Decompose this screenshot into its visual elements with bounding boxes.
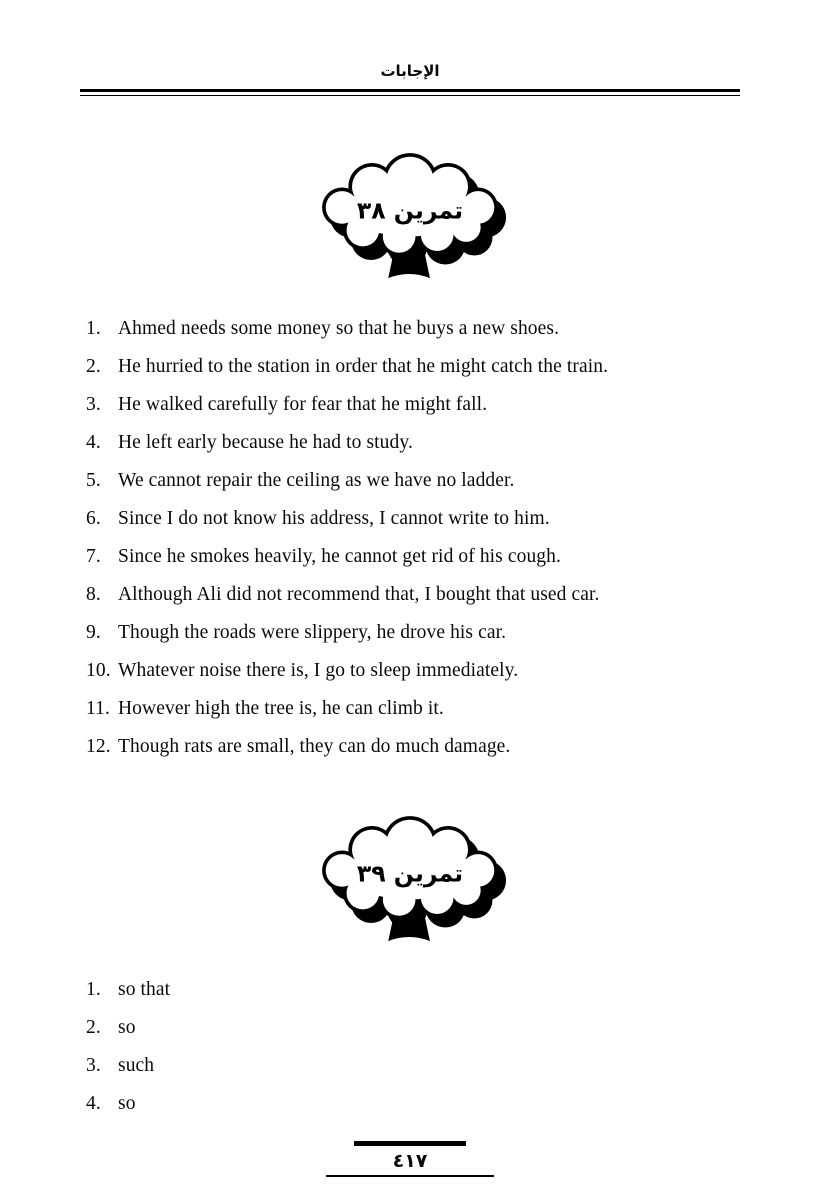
answer-row bbox=[86, 469, 760, 493]
header-double-rule bbox=[80, 89, 740, 96]
answer-text: However high the tree is, he can climb it. bbox=[118, 698, 444, 719]
answer-number: 11. bbox=[86, 698, 110, 719]
page-footer bbox=[326, 1141, 494, 1177]
answer-number: 1. bbox=[86, 979, 101, 1000]
answer-number: 2. bbox=[86, 356, 101, 377]
answer-row bbox=[86, 431, 760, 455]
answer-row bbox=[86, 317, 760, 341]
answer-number: 4. bbox=[86, 432, 101, 453]
answer-text: Since I do not know his address, I cannot write to him. bbox=[118, 508, 550, 529]
answer-number: 3. bbox=[86, 1055, 101, 1076]
answer-row bbox=[86, 697, 760, 721]
exercise-39-answer-list bbox=[86, 978, 760, 1116]
answer-text: Since he smokes heavily, he cannot get rid of his cough. bbox=[118, 546, 561, 567]
answer-number: 4. bbox=[86, 1093, 101, 1114]
cloud-badge-icon bbox=[301, 144, 519, 289]
exercise-38-badge bbox=[0, 144, 820, 289]
answer-text: He hurried to the station in order that he might catch the train. bbox=[118, 356, 609, 377]
exercise-38-answer-list bbox=[86, 317, 760, 759]
answer-text: He left early because he had to study. bbox=[118, 432, 413, 453]
answer-row bbox=[86, 659, 760, 683]
answer-text: Ahmed needs some money so that he buys a new shoes. bbox=[118, 318, 560, 339]
answer-text: so that bbox=[118, 979, 171, 1000]
answer-row bbox=[86, 507, 760, 531]
answer-text: He walked carefully for fear that he might fall. bbox=[118, 394, 488, 415]
answer-text: so bbox=[118, 1017, 136, 1038]
answer-number: 2. bbox=[86, 1017, 101, 1038]
exercise-39-badge-label: تمرين ٣٩ bbox=[356, 859, 464, 888]
page-number: ٤١٧ bbox=[392, 1150, 428, 1172]
footer-top-bar bbox=[354, 1141, 466, 1146]
answer-number: 7. bbox=[86, 546, 101, 567]
exercise-39-badge bbox=[0, 807, 820, 952]
answer-row bbox=[86, 1016, 760, 1040]
answer-text: Although Ali did not recommend that, I bought that used car. bbox=[118, 584, 600, 605]
footer-bottom-line bbox=[326, 1175, 494, 1177]
answer-text: Whatever noise there is, I go to sleep immediately. bbox=[118, 660, 519, 681]
answer-number: 5. bbox=[86, 470, 101, 491]
answer-row bbox=[86, 583, 760, 607]
answer-row bbox=[86, 735, 760, 759]
answer-number: 8. bbox=[86, 584, 101, 605]
answer-number: 6. bbox=[86, 508, 101, 529]
answer-text: Though rats are small, they can do much damage. bbox=[118, 736, 511, 757]
answer-row bbox=[86, 978, 760, 1002]
answer-text: so bbox=[118, 1093, 136, 1114]
answer-number: 10. bbox=[86, 660, 111, 681]
answer-row bbox=[86, 545, 760, 569]
answer-row bbox=[86, 621, 760, 645]
answer-row bbox=[86, 1092, 760, 1116]
answer-row bbox=[86, 355, 760, 379]
answer-text: such bbox=[118, 1055, 155, 1076]
answer-text: Though the roads were slippery, he drove his car. bbox=[118, 622, 507, 643]
answer-text: We cannot repair the ceiling as we have no ladder. bbox=[118, 470, 515, 491]
answer-row bbox=[86, 393, 760, 417]
cloud-badge-icon bbox=[301, 807, 519, 952]
exercise-38-badge-label: تمرين ٣٨ bbox=[356, 196, 464, 225]
answer-number: 3. bbox=[86, 394, 101, 415]
answer-number: 1. bbox=[86, 318, 101, 339]
page-header-arabic: الإجابات bbox=[380, 62, 440, 80]
answer-number: 9. bbox=[86, 622, 101, 643]
answer-row bbox=[86, 1054, 760, 1078]
answer-number: 12. bbox=[86, 736, 111, 757]
